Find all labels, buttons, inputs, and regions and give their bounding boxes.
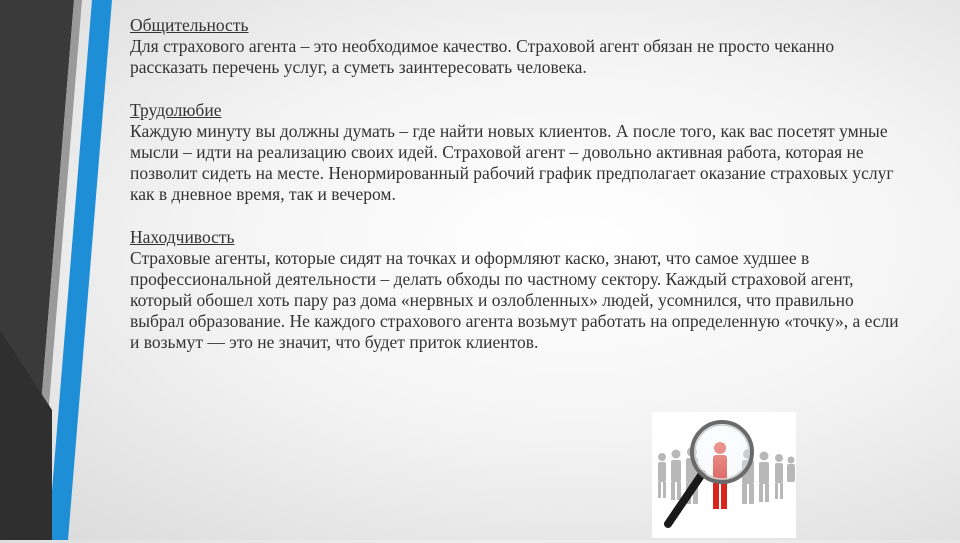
illustration bbox=[652, 412, 796, 538]
section-diligence bbox=[130, 100, 900, 205]
decorative-stripes bbox=[0, 0, 120, 540]
person-figure bbox=[787, 457, 795, 483]
magnifier-people-icon bbox=[652, 412, 796, 538]
person-figure bbox=[775, 454, 783, 499]
text-sociability: Для страхового агента – это необходимое качество. Страховой агент обязан не просто чеканно рассказать перечень услуг, а суметь заинтересовать человека. bbox=[130, 36, 835, 77]
section-sociability bbox=[130, 15, 900, 78]
text-diligence: Каждую минуту вы должны думать – где найти новых клиентов. А после того, как вас посетят умные мысли – идти на реализацию своих идей. Страховой агент – довольно активная работа, которая не позволит сидеть на месте. Ненормированный рабочий график предполагает оказание страховых услуг как в дневное время, так и вечером. bbox=[130, 121, 894, 204]
heading-sociability: Общительность bbox=[130, 15, 249, 35]
text-resourcefulness: Страховые агенты, которые сидят на точках и оформляют каско, знают, что самое худшее в профессиональной деятельности – делать обходы по частному сектору. Каждый страховой агент, который обошел хоть пару раз дома «нервных и озлобленных» людей, усомнился, что правильно выбрал образование. Не каждого страхового агента возьмут работать на определенную «точку», а если и возьмут — это не значит, что будет приток клиентов. bbox=[130, 248, 899, 352]
person-figure bbox=[658, 453, 666, 498]
section-resourcefulness bbox=[130, 227, 900, 353]
person-figure bbox=[759, 452, 769, 503]
text-content bbox=[130, 15, 900, 353]
heading-diligence: Трудолюбие bbox=[130, 100, 222, 120]
person-figure bbox=[671, 450, 681, 501]
heading-resourcefulness: Находчивость bbox=[130, 227, 235, 247]
